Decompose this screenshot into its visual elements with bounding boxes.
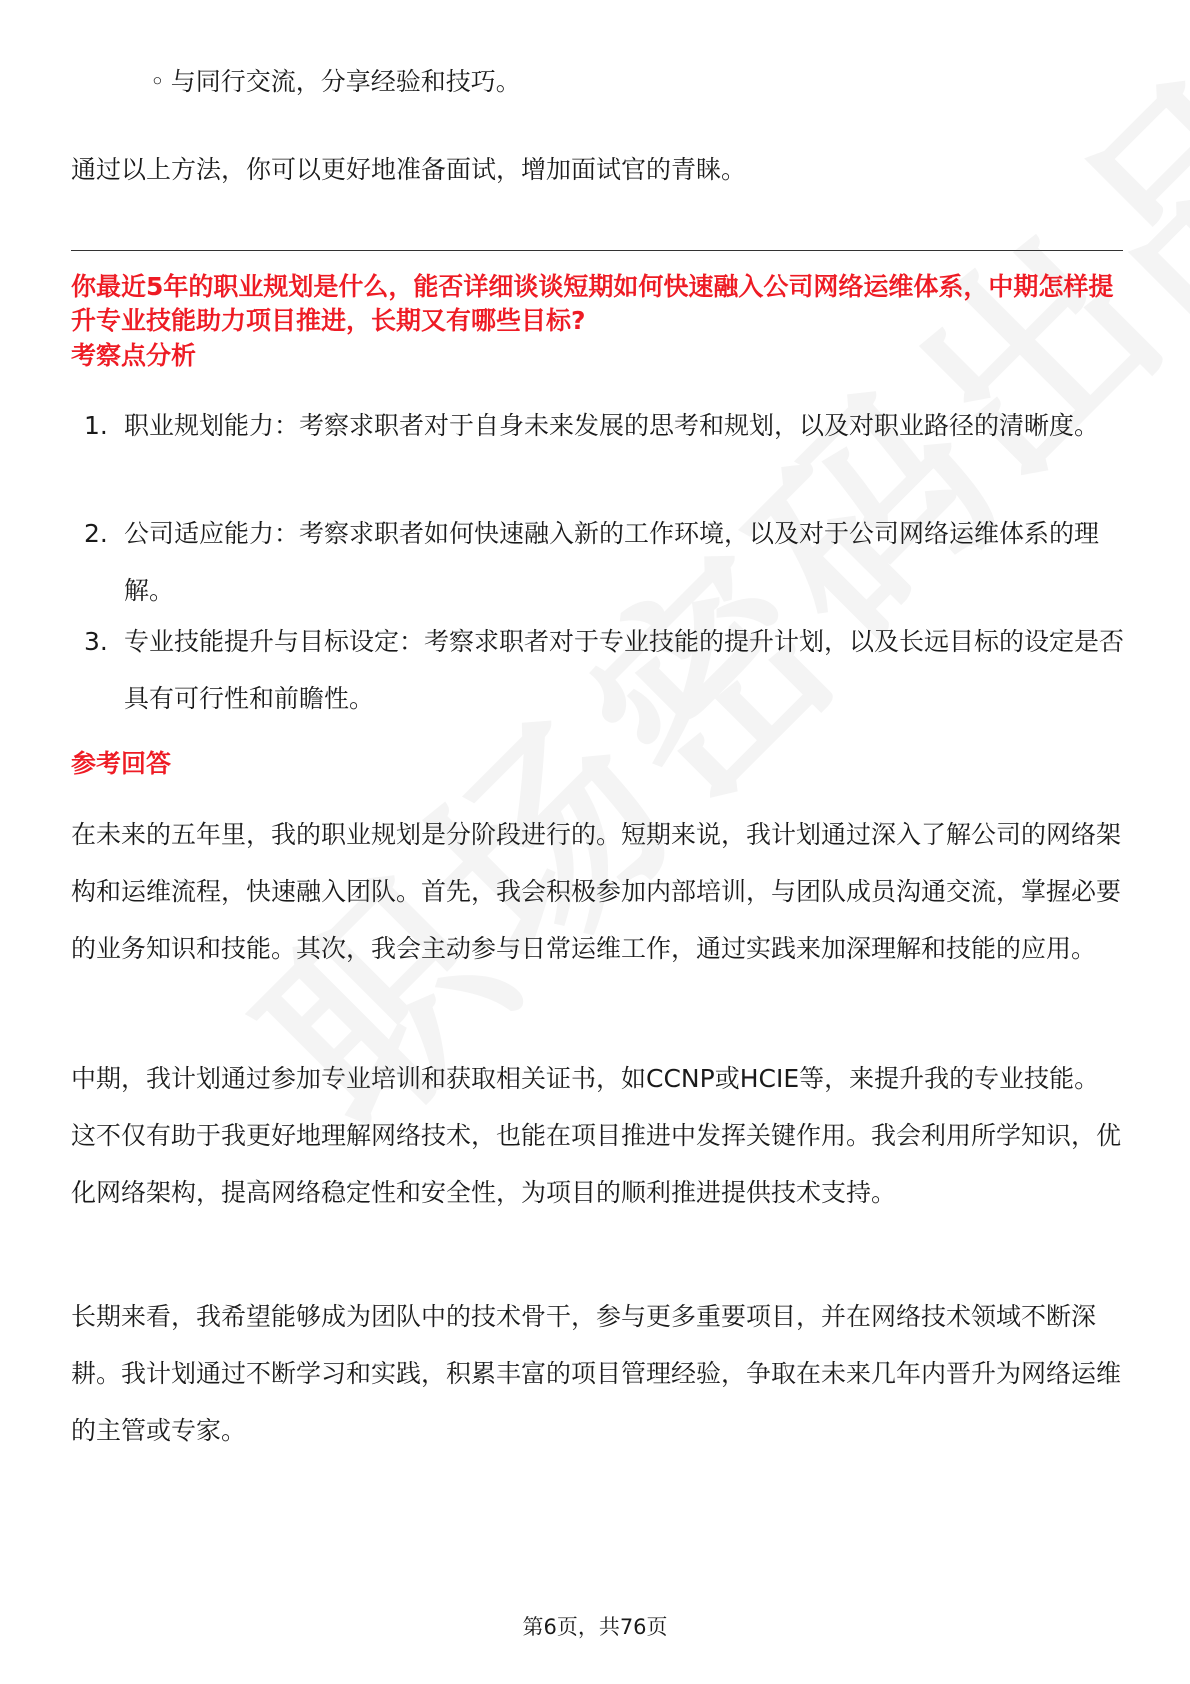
analysis-item-text: 公司适应能力：考察求职者如何快速融入新的工作环境，以及对于公司网络运维体系的理解。 [124, 519, 1100, 605]
page-number: 第6页，共76页 [522, 1615, 668, 1639]
list-number: 3. [84, 627, 108, 656]
sub-bullet-text: 与同行交流，分享经验和技巧。 [170, 67, 521, 96]
analysis-item-text: 职业规划能力：考察求职者对于自身未来发展的思考和规划，以及对职业路径的清晰度。 [124, 411, 1100, 440]
analysis-item-2 [84, 505, 1124, 619]
list-number: 2. [84, 519, 108, 548]
list-number: 1. [84, 411, 108, 440]
analysis-item-3 [84, 613, 1124, 727]
answer-paragraph-2: 中期，我计划通过参加专业培训和获取相关证书，如CCNP或HCIE等，来提升我的专业技能。这不仅有助于我更好地理解网络技术，也能在项目推进中发挥关键作用。我会利用所学知识，优化网络架构，提高网络稳定性和安全性，为项目的顺利推进提供技术支持。 [71, 1064, 1122, 1207]
sub-bullet-item [150, 62, 521, 102]
answer-heading: 参考回答 [71, 749, 172, 778]
analysis-heading: 考察点分析 [71, 341, 197, 370]
analysis-item-text: 专业技能提升与目标设定：考察求职者对于专业技能的提升计划，以及长远目标的设定是否具有可行性和前瞻性。 [124, 627, 1125, 713]
summary-text: 通过以上方法，你可以更好地准备面试，增加面试官的青睐。 [71, 155, 747, 184]
answer-paragraph-3: 长期来看，我希望能够成为团队中的技术骨干，参与更多重要项目，并在网络技术领域不断深耕。我计划通过不断学习和实践，积累丰富的项目管理经验，争取在未来几年内晋升为网络运维的主管或专家。 [71, 1302, 1122, 1445]
section-divider [71, 250, 1123, 251]
answer-paragraph-1: 在未来的五年里，我的职业规划是分阶段进行的。短期来说，我计划通过深入了解公司的网络架构和运维流程，快速融入团队。首先，我会积极参加内部培训，与团队成员沟通交流，掌握必要的业务知识和技能。其次，我会主动参与日常运维工作，通过实践来加深理解和技能的应用。 [71, 820, 1122, 963]
hollow-bullet-icon: ◦ [150, 67, 165, 96]
analysis-item-1 [84, 397, 1124, 454]
interview-question: 你最近5年的职业规划是什么，能否详细谈谈短期如何快速融入公司网络运维体系，中期怎样提升专业技能助力项目推进，长期又有哪些目标? [71, 272, 1114, 335]
